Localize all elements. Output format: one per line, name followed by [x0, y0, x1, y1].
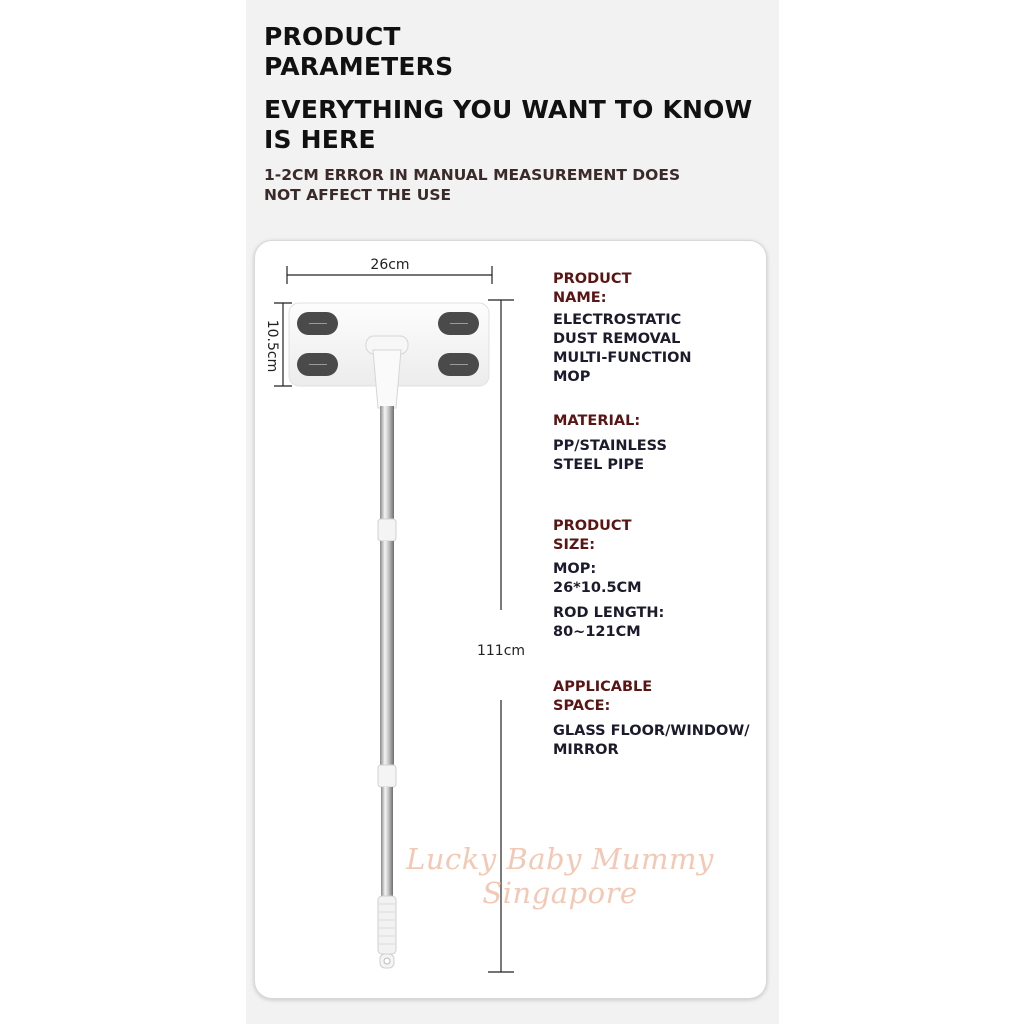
width-dimension-label: 26cm	[370, 257, 410, 273]
watermark	[390, 842, 730, 910]
spec-size-label: PRODUCT SIZE:	[553, 518, 632, 553]
spec-space-label: APPLICABLE SPACE:	[553, 679, 653, 714]
height-dimension-label: 10.5cm	[264, 319, 280, 373]
spec-rod-length-value: ROD LENGTH: 80~121CM	[553, 605, 665, 640]
watermark-line-1: Lucky Baby Mummy	[406, 842, 714, 876]
length-dimension-label: 111cm	[476, 643, 526, 659]
spec-material-value: PP/STAINLESS STEEL PIPE	[553, 438, 667, 473]
spec-space-value: GLASS FLOOR/WINDOW/ MIRROR	[553, 723, 750, 758]
page-subtitle: EVERYTHING YOU WANT TO KNOW IS HERE	[264, 95, 753, 154]
spec-name-label: PRODUCT NAME:	[553, 271, 632, 306]
measurement-note: 1-2CM ERROR IN MANUAL MEASUREMENT DOES NOT AFFECT THE USE	[264, 166, 681, 204]
watermark-line-2: Singapore	[482, 876, 638, 910]
spec-name-value: ELECTROSTATIC DUST REMOVAL MULTI-FUNCTION MOP	[553, 312, 692, 385]
spec-material-label: MATERIAL:	[553, 413, 641, 429]
spec-mop-size-value: MOP: 26*10.5CM	[553, 561, 642, 596]
page-title: PRODUCT PARAMETERS	[264, 22, 454, 81]
